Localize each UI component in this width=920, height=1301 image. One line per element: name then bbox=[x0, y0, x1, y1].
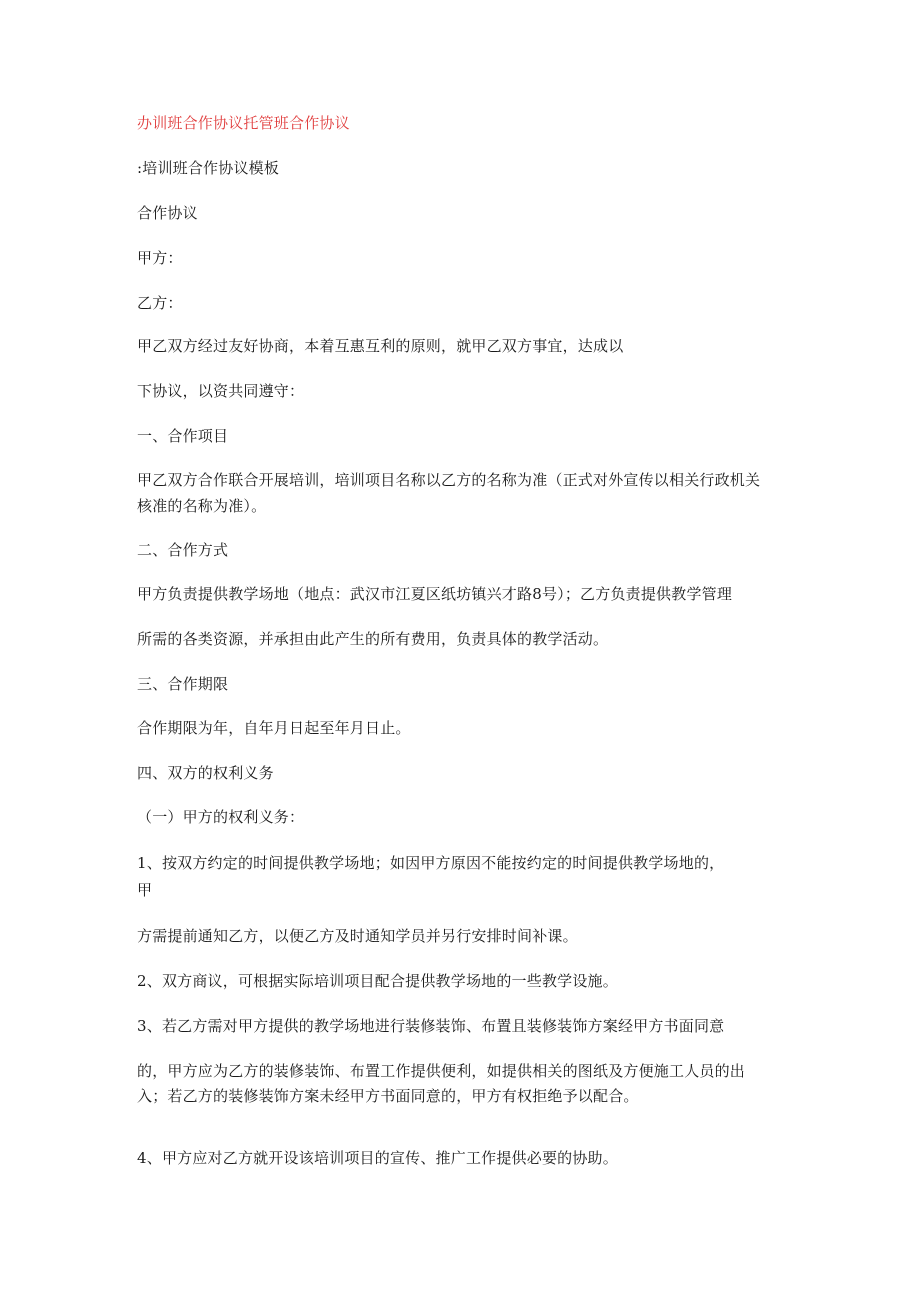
item-4: 4、甲方应对乙方就开设该培训项目的宣传、推广工作提供必要的协助。 bbox=[137, 1149, 618, 1167]
section-1-title: 一、合作项目 bbox=[137, 427, 229, 445]
document-title: 办训班合作协议托管班合作协议 bbox=[137, 114, 350, 132]
party-a-label: 甲方： bbox=[137, 249, 183, 267]
item-1-line-3: 方需提前通知乙方，以便乙方及时通知学员并另行安排时间补课。 bbox=[137, 927, 578, 945]
agreement-heading: 合作协议 bbox=[137, 204, 198, 222]
item-3-line-3: 入；若乙方的装修装饰方案未经甲方书面同意的，甲方有权拒绝予以配合。 bbox=[137, 1087, 639, 1105]
item-1-line-2: 甲 bbox=[137, 881, 153, 899]
section-3-paragraph: 合作期限为年，自年月日起至年月日止。 bbox=[137, 719, 411, 737]
section-2-paragraph-line-1: 甲方负责提供教学场地（地点：武汉市江夏区纸坊镇兴才路8号）；乙方负责提供教学管理 bbox=[137, 585, 733, 603]
intro-line-1: 甲乙双方经过友好协商，本着互惠互利的原则，就甲乙双方事宜，达成以 bbox=[137, 337, 624, 355]
section-1-paragraph-line-2: 核准的名称为准）。 bbox=[137, 497, 267, 515]
intro-line-2: 下协议，以资共同遵守： bbox=[137, 382, 305, 400]
section-3-title: 三、合作期限 bbox=[137, 675, 229, 693]
item-3-line-2: 的，甲方应为乙方的装修装饰、布置工作提供便利，如提供相关的图纸及方便施工人员的出 bbox=[137, 1062, 746, 1080]
section-2-title: 二、合作方式 bbox=[137, 541, 229, 559]
document-subtitle: :培训班合作协议模板 bbox=[137, 159, 280, 177]
section-1-paragraph-line-1: 甲乙双方合作联合开展培训，培训项目名称以乙方的名称为准（正式对外宣传以相关行政机关 bbox=[137, 471, 761, 489]
party-b-label: 乙方： bbox=[137, 294, 183, 312]
item-1-line-1: 1、按双方约定的时间提供教学场地；如因甲方原因不能按约定的时间提供教学场地的， bbox=[137, 854, 725, 872]
section-2-paragraph-line-2: 所需的各类资源，并承担由此产生的所有费用，负责具体的教学活动。 bbox=[137, 630, 609, 648]
section-4-title: 四、双方的权利义务 bbox=[137, 764, 274, 782]
item-2: 2、双方商议，可根据实际培训项目配合提供教学场地的一些教学设施。 bbox=[137, 972, 618, 990]
section-4-subtitle: （一）甲方的权利义务： bbox=[137, 808, 305, 826]
item-3-line-1: 3、若乙方需对甲方提供的教学场地进行装修装饰、布置且装修装饰方案经甲方书面同意 bbox=[137, 1017, 725, 1035]
